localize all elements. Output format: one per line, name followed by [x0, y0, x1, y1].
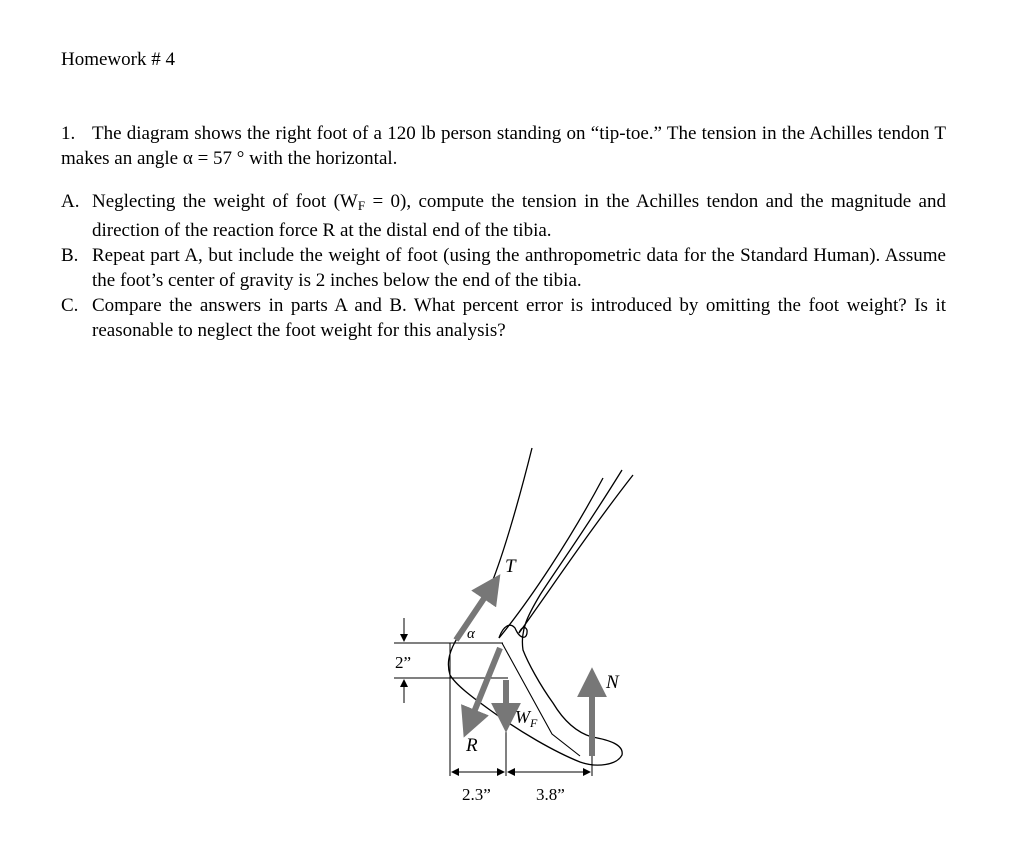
- dim-left-label: 2.3”: [462, 785, 491, 804]
- problem-number: 1.: [61, 123, 76, 144]
- reaction-label: R: [466, 735, 478, 756]
- foot-bone-line: [466, 643, 580, 756]
- tension-label: T: [505, 556, 516, 577]
- problem-statement: [61, 121, 946, 171]
- homework-title: Homework # 4: [61, 49, 175, 70]
- part-a-subscript: F: [357, 198, 366, 213]
- weight-label: [515, 707, 538, 730]
- part-c-label: C.: [61, 295, 79, 316]
- problem-parts: [61, 189, 946, 343]
- normal-label: N: [606, 672, 619, 693]
- dim-right-label: 3.8”: [536, 785, 565, 804]
- part-b-text: Repeat part A, but include the weight of foot (using the anthropometric data for the Standard Human). Assume the foot’s center of gravity is 2 inches below the end of the tibia.: [92, 245, 946, 291]
- part-a-label: A.: [61, 191, 80, 212]
- part-c-text: Compare the answers in parts A and B. What percent error is introduced by omitting the foot weight? Is it reasonable to neglect the foot weight for this analysis?: [92, 295, 946, 341]
- part-b-label: B.: [61, 245, 79, 266]
- weight-label-sub: F: [530, 716, 538, 730]
- alpha-label: α: [467, 626, 475, 642]
- vertical-dim-label: 2”: [395, 653, 412, 672]
- fibula-bone: [519, 475, 633, 633]
- foot-diagram: [370, 430, 660, 820]
- reaction-arrow: [470, 648, 500, 722]
- part-a: [61, 189, 946, 243]
- weight-label-main: W: [515, 707, 530, 727]
- part-a-text-pre: Neglecting the weight of foot (W: [92, 191, 358, 212]
- part-b: [61, 243, 946, 293]
- problem-text: The diagram shows the right foot of a 120 lb person standing on “tip-toe.” The tension in the Achilles tendon T makes an angle α = 57 ° with the horizontal.: [61, 123, 946, 169]
- part-c: [61, 293, 946, 343]
- part-a-text-post: = 0), compute the tension in the Achilles tendon and the magnitude and direction of the reaction force R at the distal end of the tibia.: [92, 191, 946, 241]
